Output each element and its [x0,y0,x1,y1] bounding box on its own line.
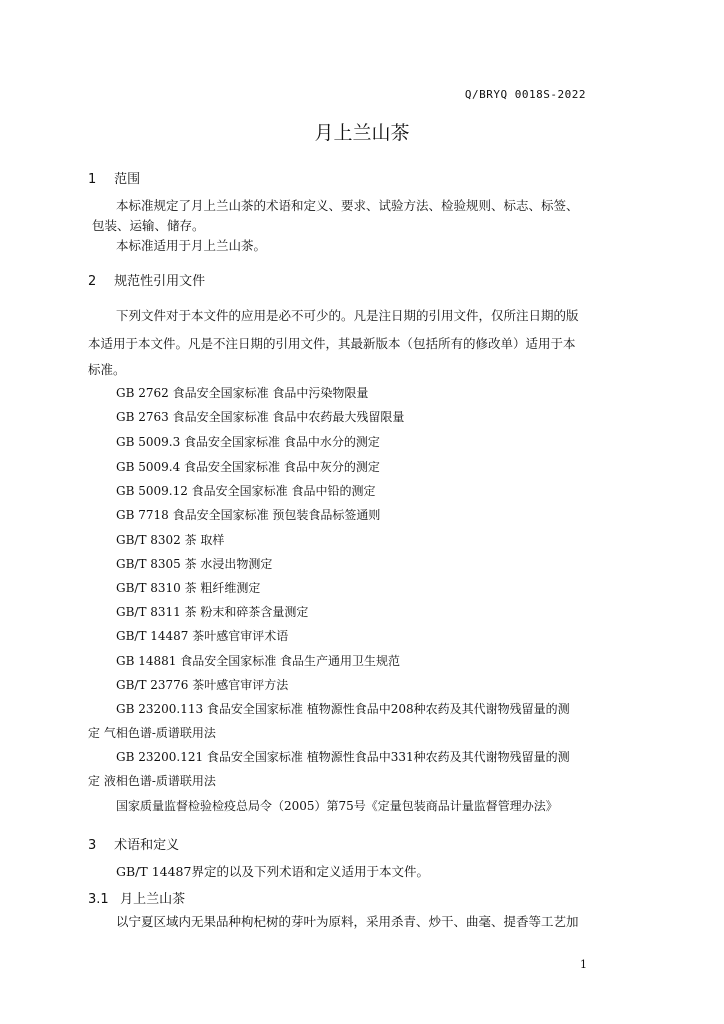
reference-item: GB/T 8310 茶 粗纤维测定 [116,581,261,595]
subsection-title: 月上兰山茶 [120,892,186,907]
section-title: 术语和定义 [114,838,180,853]
reference-item-continuation: 定 液相色谱-质谱联用法 [88,774,216,788]
section-number: 3 [88,838,97,853]
reference-item: GB 5009.3 食品安全国家标准 食品中水分的测定 [116,435,380,449]
reference-item: GB/T 8311 茶 粉末和碎茶含量测定 [116,605,309,619]
reference-item-continuation: 定 气相色谱-质谱联用法 [88,726,216,740]
section-3-heading [88,834,179,853]
section-title: 规范性引用文件 [114,274,206,289]
subsection-3-1-heading [88,888,185,907]
paragraph: 本标准规定了月上兰山茶的术语和定义、要求、试验方法、检验规则、标志、标签、 [116,198,579,213]
paragraph: 包装、运输、储存。 [92,218,205,233]
reference-item: GB 2762 食品安全国家标准 食品中污染物限量 [116,386,369,400]
section-number: 2 [88,274,97,289]
reference-item: GB/T 14487 茶叶感官审评术语 [116,629,289,643]
paragraph: 标准。 [88,362,126,377]
reference-item: 国家质量监督检验检疫总局令（2005）第75号《定量包装商品计量监督管理办法》 [116,799,558,813]
reference-item: GB/T 8305 茶 水浸出物测定 [116,557,273,571]
reference-item: GB 7718 食品安全国家标准 预包装食品标签通则 [116,508,381,522]
paragraph: GB/T 14487界定的以及下列术语和定义适用于本文件。 [116,864,429,879]
paragraph: 以宁夏区域内无果品种枸杞树的芽叶为原料，采用杀青、炒干、曲毫、提香等工艺加 [116,914,579,929]
reference-item: GB 14881 食品安全国家标准 食品生产通用卫生规范 [116,654,401,668]
document-title: 月上兰山茶 [314,122,410,144]
standard-code: Q/BRYQ 0018S-2022 [464,88,586,101]
paragraph: 本标准适用于月上兰山茶。 [116,238,267,253]
paragraph: 下列文件对于本文件的应用是必不可少的。凡是注日期的引用文件，仅所注日期的版 [116,308,579,323]
reference-item: GB/T 23776 茶叶感官审评方法 [116,678,289,692]
section-1-heading [88,168,140,187]
reference-item: GB 2763 食品安全国家标准 食品中农药最大残留限量 [116,410,405,424]
subsection-number: 3.1 [88,892,109,907]
paragraph: 本适用于本文件。凡是不注日期的引用文件，其最新版本（包括所有的修改单）适用于本 [88,336,576,351]
section-number: 1 [88,172,97,187]
page-number: 1 [580,958,587,971]
section-title: 范围 [114,172,141,187]
reference-item: GB 23200.113 食品安全国家标准 植物源性食品中208种农药及其代谢物残留量的测 [116,702,570,716]
reference-item: GB 23200.121 食品安全国家标准 植物源性食品中331种农药及其代谢物残留量的测 [116,750,570,764]
section-2-heading [88,270,205,289]
reference-item: GB/T 8302 茶 取样 [116,533,225,547]
reference-item: GB 5009.12 食品安全国家标准 食品中铅的测定 [116,484,376,498]
reference-item: GB 5009.4 食品安全国家标准 食品中灰分的测定 [116,460,380,474]
